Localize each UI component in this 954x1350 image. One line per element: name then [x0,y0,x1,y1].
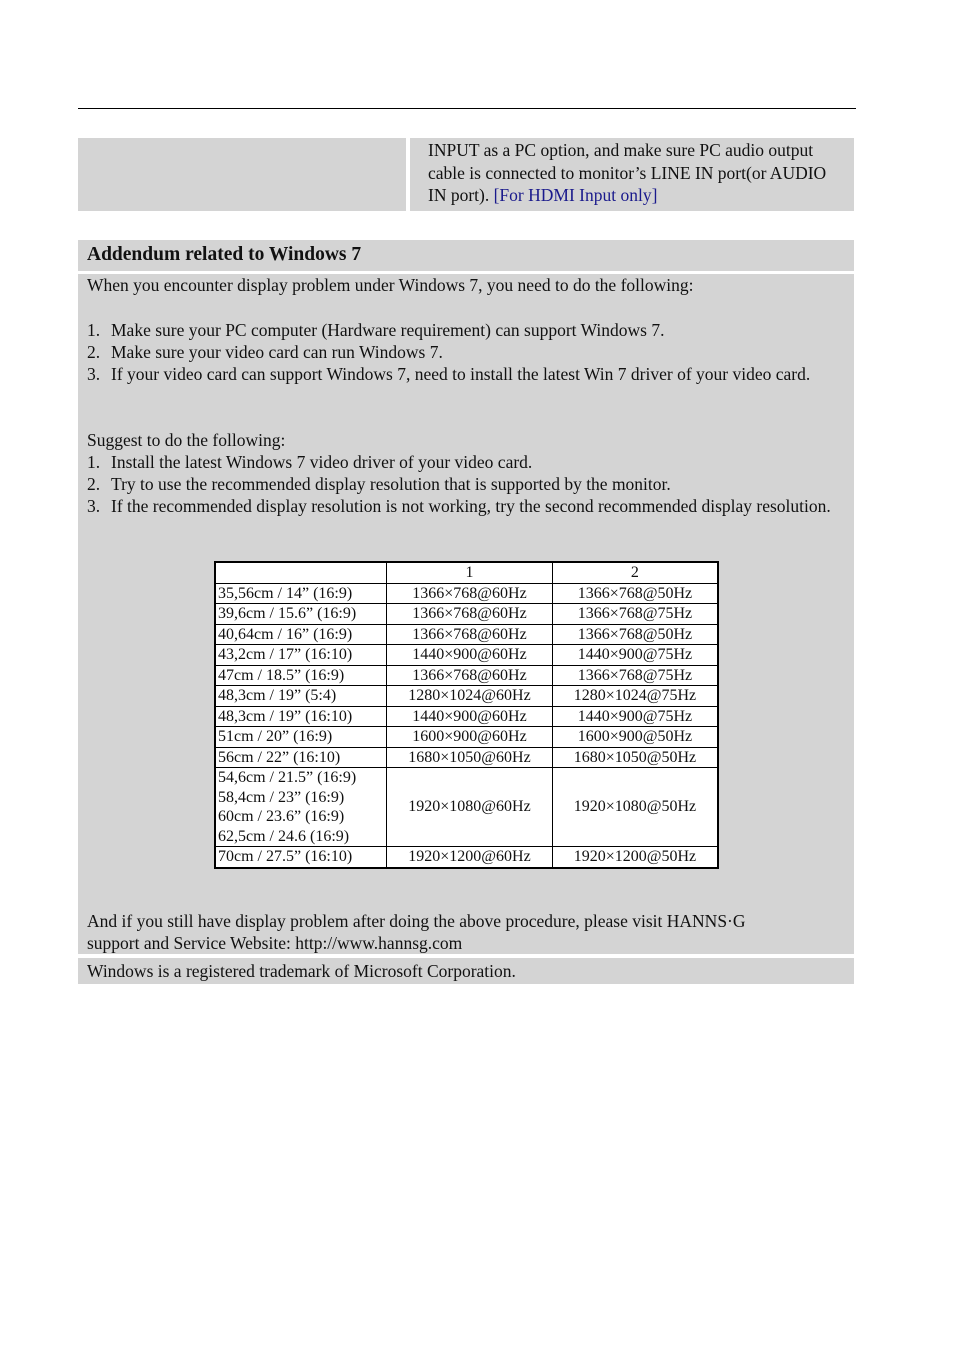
continued-right-cell [410,138,854,211]
size-cell: 48,3cm / 19” (5:4) [215,686,387,707]
res2-cell: 1920×1200@50Hz [552,847,718,868]
size-line: 54,6cm / 21.5” (16:9) [218,769,357,786]
res1-cell: 1440×900@60Hz [387,645,553,666]
suggestion-number: 3. [87,496,101,516]
step-number: 3. [87,364,101,384]
section-title: Addendum related to Windows 7 [87,244,362,265]
res1-cell: 1366×768@60Hz [387,624,553,645]
table-row [215,847,718,868]
size-cell: 47cm / 18.5” (16:9) [215,665,387,686]
size-cell: 56cm / 22” (16:10) [215,747,387,768]
table-row [215,686,718,707]
resolution-table [214,561,719,869]
res2-cell: 1440×900@75Hz [552,706,718,727]
table-row [215,583,718,604]
step-number: 2. [87,342,101,362]
continued-left-cell [78,138,406,211]
res2-cell: 1600×900@50Hz [552,727,718,748]
step-number: 1. [87,320,101,340]
closing-line-2: support and Service Website: http://www.hannsg.com [87,933,463,953]
table-row [215,665,718,686]
res2-cell: 1366×768@75Hz [552,665,718,686]
suggestion-text: If the recommended display resolution is not working, try the second recommended display resolution. [111,496,831,516]
trademark-text: Windows is a registered trademark of Microsoft Corporation. [87,961,516,981]
suggestion-item [87,495,847,517]
res2-cell: 1680×1050@50Hz [552,747,718,768]
size-line: 58,4cm / 23” (16:9) [218,788,345,806]
res1-cell: 1366×768@60Hz [387,665,553,686]
header-cell: 2 [552,562,718,583]
res2-cell: 1920×1080@50Hz [552,768,718,847]
res1-cell: 1280×1024@60Hz [387,686,553,707]
size-cell-multi [215,768,387,847]
suggestion-number: 1. [87,452,101,472]
step-text: If your video card can support Windows 7, need to install the latest Win 7 driver of your video card. [111,364,811,384]
table-row [215,645,718,666]
size-cell: 35,56cm / 14” (16:9) [215,583,387,604]
size-cell: 48,3cm / 19” (16:10) [215,706,387,727]
res1-cell: 1920×1200@60Hz [387,847,553,868]
header-rule [78,108,856,109]
table-row [215,706,718,727]
table-row [215,727,718,748]
suggestion-text: Install the latest Windows 7 video driver of your video card. [111,452,533,472]
res2-cell: 1440×900@75Hz [552,645,718,666]
res2-cell: 1280×1024@75Hz [552,686,718,707]
size-cell: 40,64cm / 16” (16:9) [215,624,387,645]
intro-text: When you encounter display problem under Windows 7, you need to do the following: [87,275,694,295]
table-row-merged [215,768,718,847]
suggestion-item [87,473,847,495]
header-cell [215,562,387,583]
suggestion-text: Try to use the recommended display resolution that is supported by the monitor. [111,474,671,494]
section-header [78,240,854,271]
size-line: 62,5cm / 24.6 (16:9) [218,827,350,845]
step-item [87,363,847,385]
res1-cell: 1440×900@60Hz [387,706,553,727]
res2-cell: 1366×768@50Hz [552,624,718,645]
table-row [215,624,718,645]
res1-cell: 1920×1080@60Hz [387,768,553,847]
size-cell: 70cm / 27.5” (16:10) [215,847,387,868]
res1-cell: 1600×900@60Hz [387,727,553,748]
step-item [87,319,847,341]
hdmi-note: [For HDMI Input only] [493,185,658,205]
closing-line-1: And if you still have display problem after doing the above procedure, please visit HANNS·G [87,911,746,931]
step-text: Make sure your PC computer (Hardware requirement) can support Windows 7. [111,320,665,340]
suggest-title: Suggest to do the following: [87,430,286,450]
continued-table-row [78,138,854,211]
size-cell: 39,6cm / 15.6” (16:9) [215,604,387,625]
step-item [87,341,847,363]
res2-cell: 1366×768@75Hz [552,604,718,625]
header-cell: 1 [387,562,553,583]
suggestion-number: 2. [87,474,101,494]
continued-text [428,139,848,207]
continued-body: INPUT as a PC option, and make sure PC audio output cable is connected to monitor’s LINE IN port(or AUDIO IN port). [428,140,827,205]
res2-cell: 1366×768@50Hz [552,583,718,604]
res1-cell: 1366×768@60Hz [387,604,553,625]
trademark-bar [78,958,854,984]
res1-cell: 1680×1050@60Hz [387,747,553,768]
table-row [215,604,718,625]
suggestion-item [87,451,847,473]
size-cell: 51cm / 20” (16:9) [215,727,387,748]
table-row [215,747,718,768]
section-body [78,274,854,954]
size-cell: 43,2cm / 17” (16:10) [215,645,387,666]
size-line: 60cm / 23.6” (16:9) [218,808,345,825]
step-text: Make sure your video card can run Windows 7. [111,342,443,362]
res1-cell: 1366×768@60Hz [387,583,553,604]
table-header-row [215,562,718,583]
